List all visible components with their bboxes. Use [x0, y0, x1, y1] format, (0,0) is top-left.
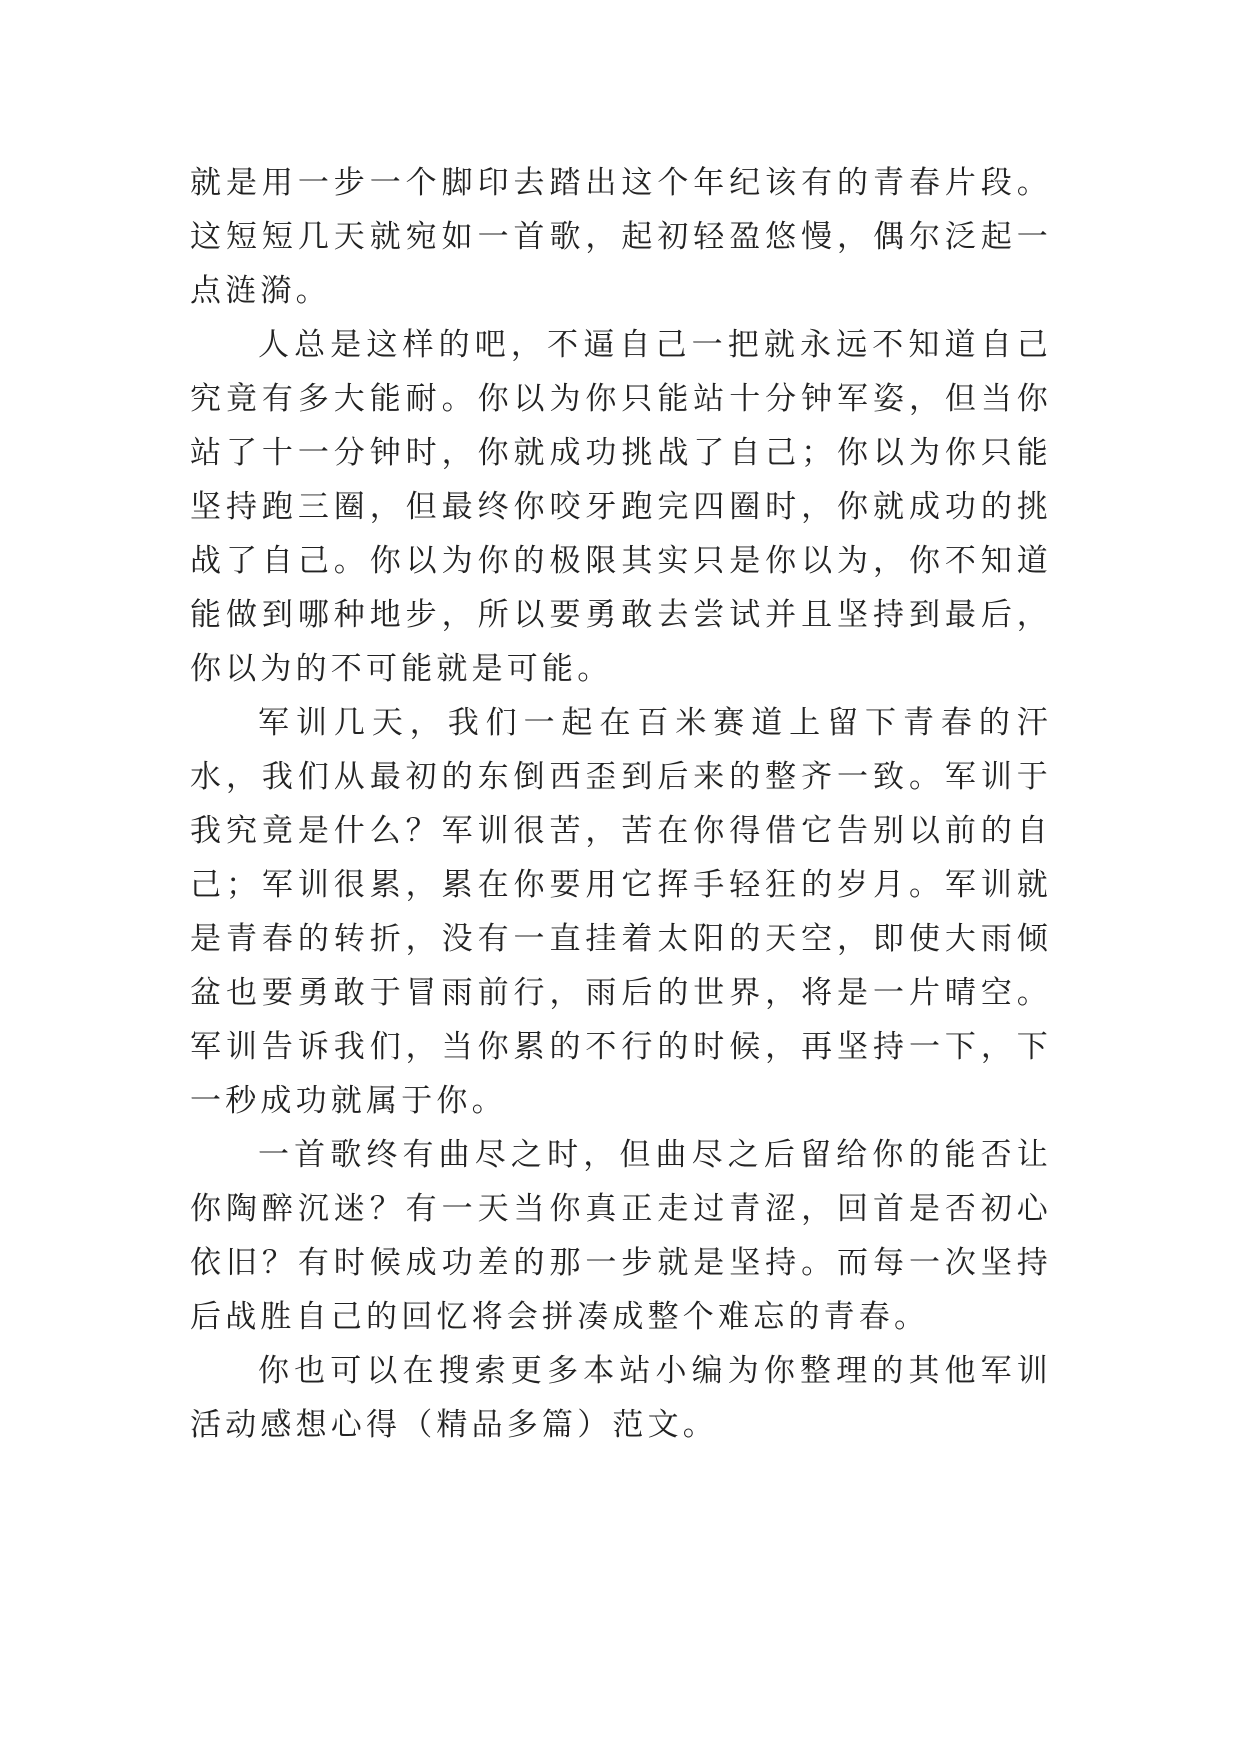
paragraph-3: 军训几天，我们一起在百米赛道上留下青春的汗水，我们从最初的东倒西歪到后来的整齐一致。军训于我究竟是什么？军训很苦，苦在你得借它告别以前的自己；军训很累，累在你要用它挥手轻狂的岁月。军训就是青春的转折，没有一直挂着太阳的天空，即使大雨倾盆也要勇敢于冒雨前行，雨后的世界，将是一片晴空。军训告诉我们，当你累的不行的时候，再坚持一下，下一秒成功就属于你。 — [190, 705, 1052, 1119]
paragraph-5: 你也可以在搜索更多本站小编为你整理的其他军训活动感想心得（精品多篇）范文。 — [190, 1353, 1052, 1443]
body-text — [190, 156, 1052, 1452]
paragraph-2: 人总是这样的吧，不逼自己一把就永远不知道自己究竟有多大能耐。你以为你只能站十分钟军姿，但当你站了十一分钟时，你就成功挑战了自己；你以为你只能坚持跑三圈，但最终你咬牙跑完四圈时，你就成功的挑战了自己。你以为你的极限其实只是你以为，你不知道能做到哪种地步，所以要勇敢去尝试并且坚持到最后，你以为的不可能就是可能。 — [190, 327, 1052, 687]
paragraph-1: 就是用一步一个脚印去踏出这个年纪该有的青春片段。这短短几天就宛如一首歌，起初轻盈悠慢，偶尔泛起一点涟漪。 — [190, 165, 1052, 309]
paragraph-4: 一首歌终有曲尽之时，但曲尽之后留给你的能否让你陶醉沉迷？有一天当你真正走过青涩，回首是否初心依旧？有时候成功差的那一步就是坚持。而每一次坚持后战胜自己的回忆将会拼凑成整个难忘的青春。 — [190, 1137, 1052, 1335]
